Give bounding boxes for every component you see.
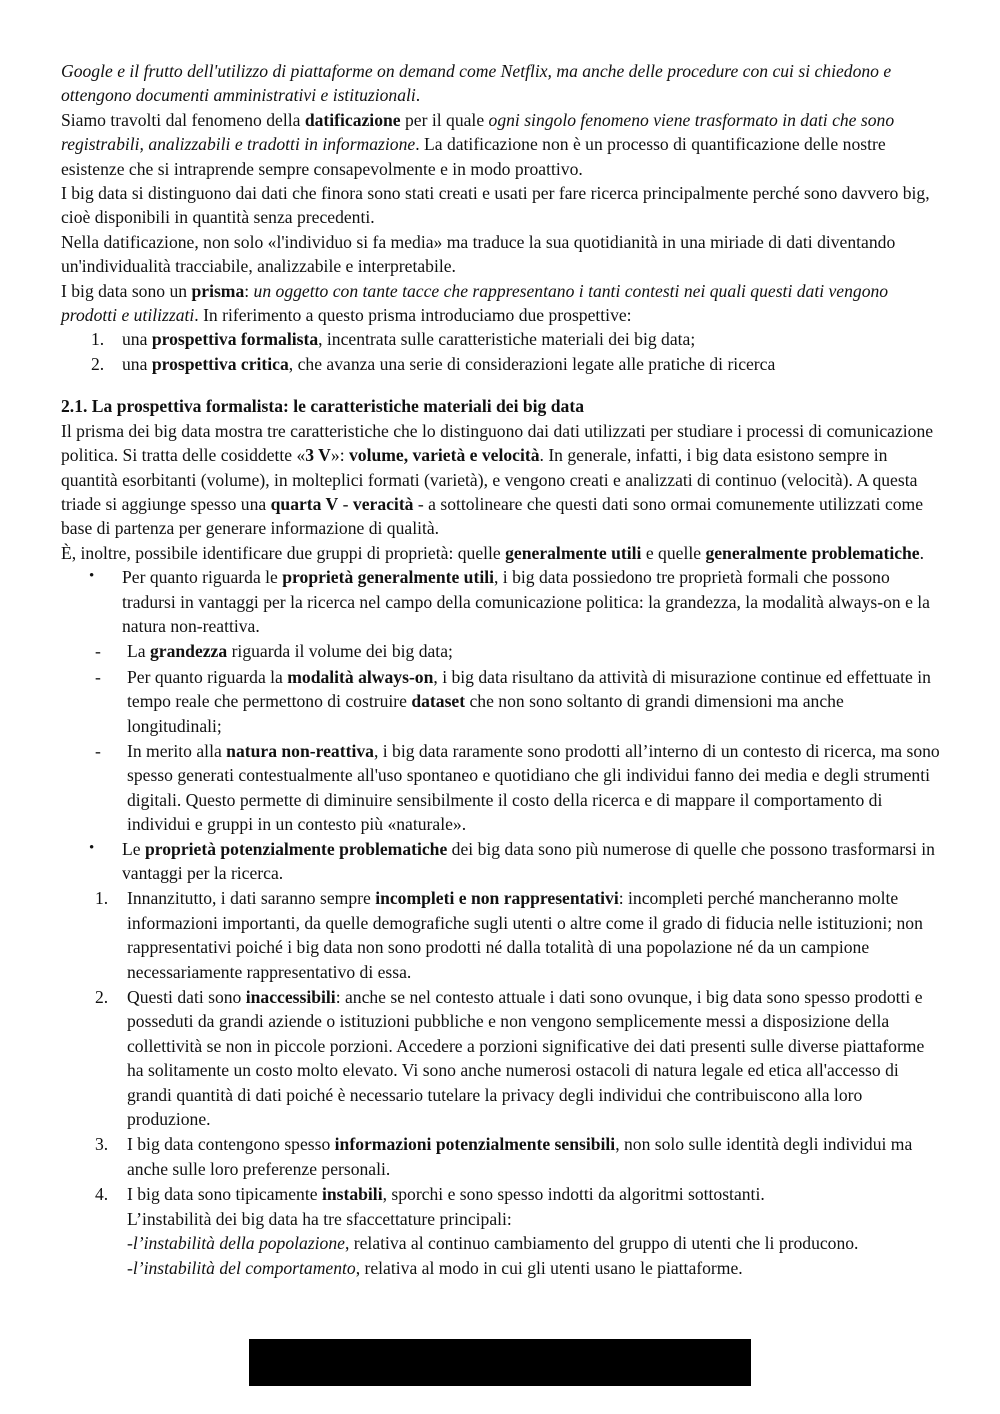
bold-term: dataset	[411, 691, 466, 712]
text-run: : anche se nel contesto attuale i dati sono ovunque, i big data sono spesso prodotti e posseduti da grandi aziende o istituzioni pubbliche e non vengono semplicemente messi a disposizione della collettività se non in piccole porzioni. Accedere a porzioni significative dei dati presenti sulle diverse piattaforme ha solitamente un costo molto elevato. Vi sono anche numerosi ostacoli di natura legale ed etica all'accesso di grandi quantità di dati poiché è necessario tutelare la privacy degli individui che contribuiscono alla loro produzione.	[127, 987, 925, 1130]
bold-term: incompleti e non rappresentativi	[375, 888, 619, 909]
intro-paragraph-2	[61, 108, 941, 181]
text-run: riguarda il volume dei big data;	[227, 641, 453, 662]
bold-term: veracità	[352, 493, 414, 514]
dash-item-grandezza	[61, 639, 941, 663]
text-run: , i big data raramente sono prodotti all’interno di un contesto di ricerca, ma sono spesso generati contestualmente all'uso spontaneo e quotidiano che gli individui fanno dei media e degli strumenti digitali. Questo permette di diminuire sensibilmente il costo della ricerca e di mappare il comportamento di individui e gruppi in un contesto più «naturale».	[127, 740, 940, 835]
bold-term: inaccessibili	[245, 987, 336, 1008]
text-run: , i big data risultano da attività di misurazione continue ed effettuate in tempo reale che permettono di costruire	[127, 666, 931, 712]
bold-term: generalmente utili	[505, 542, 642, 563]
bullet-item-problematic	[61, 837, 941, 886]
bold-term: informazioni potenzialmente sensibili	[334, 1134, 616, 1155]
text-run: La	[127, 641, 150, 662]
bold-term: prisma	[191, 280, 245, 301]
italic-definition: un oggetto con tante tacce che rappresentano i tanti contesti nei quali questi dati vengono prodotti e utilizzati	[61, 280, 889, 326]
list-item	[61, 985, 941, 1131]
bold-term: proprietà generalmente utili	[282, 567, 494, 588]
text-run: , i big data possiedono tre proprietà formali che possono tradursi in vantaggi per la ricerca nel campo della comunicazione politica: la grandezza, la modalità always-on e la natura non-reattiva.	[122, 567, 930, 636]
text-run: È, inoltre, possibile identificare due gruppi di proprietà: quelle	[61, 542, 506, 563]
text-run: per il quale	[400, 109, 489, 130]
list-number: 3.	[95, 1134, 109, 1155]
bold-term: generalmente problematiche	[705, 542, 920, 563]
section-heading: 2.1. La prospettiva formalista: le caratteristiche materiali dei big data	[61, 396, 584, 417]
text-run: , sporchi e sono spesso indotti da algoritmi sottostanti.	[382, 1184, 765, 1205]
text-run: Le	[122, 838, 145, 859]
dash-item-always-on	[61, 665, 941, 738]
text-run: Innanzitutto, i dati saranno sempre	[127, 888, 376, 909]
italic-definition: ogni singolo fenomeno viene trasformato in dati che sono registrabili, analizzabili e tradotti in informazione	[61, 109, 895, 155]
list-item	[61, 1132, 941, 1181]
bold-term: prospettiva critica	[151, 353, 289, 374]
list-number: 2.	[95, 987, 109, 1008]
bullet-item-useful	[61, 565, 941, 638]
text-run: I big data contengono spesso	[127, 1134, 335, 1155]
list-number: 1.	[91, 329, 105, 350]
text-run: . In riferimento a questo prisma introduciamo due prospettive:	[194, 305, 632, 326]
text-run: In merito alla	[127, 740, 227, 761]
italic-term: l’instabilità della popolazione	[132, 1233, 345, 1254]
text-run: , che avanza una serie di considerazioni legate alle pratiche di ricerca	[288, 353, 776, 374]
text-run: :	[244, 280, 254, 301]
bold-term: datificazione	[304, 109, 401, 130]
list-number: 1.	[95, 888, 109, 909]
text-run: Il prisma dei big data mostra tre caratteristiche che lo distinguono dai dati utilizzati per studiare i processi di comunicazione politica. Si tratta delle cosiddette «	[61, 420, 934, 466]
text-run: Per quanto riguarda la	[127, 666, 288, 687]
bold-term: prospettiva formalista	[151, 329, 319, 350]
text-run: I big data sono tipicamente	[127, 1184, 322, 1205]
text-run: . In generale, infatti, i big data esistono sempre in quantità esorbitanti (volume), in molteplici formati (varietà), e vengono creati e analizzati di continuo (velocità). A questa triade si aggiunge spesso una	[61, 445, 918, 514]
text-run: , relativa al continuo cambiamento del gruppo di utenti che li producono.	[344, 1233, 859, 1254]
list-number: 2.	[91, 353, 105, 374]
text-run: , non solo sulle identità degli individui ma anche sulle loro preferenze personali.	[127, 1134, 913, 1179]
bullet-icon: •	[89, 568, 95, 585]
text-run: , incentrata sulle caratteristiche materiali dei big data;	[318, 329, 696, 350]
dash-icon: -	[95, 641, 101, 662]
text-run: : incompleti perché mancheranno molte informazioni importanti, da quelle demografiche sugli utenti o altre come il grado di fiducia nelle istituzioni; non rappresentativi poiché i big data non sono prodotti né dalla totalità di una popolazione né da un campione necessariamente rappresentativo di essa.	[127, 888, 923, 982]
text-run: .	[919, 542, 925, 563]
text-run: I big data sono un	[61, 280, 192, 301]
problematic-properties-list	[61, 886, 941, 1280]
text-run: . La datificazione non è un processo di quantificazione delle nostre esistenze che si intraprende sempre consapevolmente e in modo proattivo.	[61, 134, 886, 179]
bold-term: grandezza	[149, 641, 228, 662]
intro-paragraph-4: Nella datificazione, non solo «l'individuo si fa media» ma traduce la sua quotidianità in una miriade di dati diventando un'individualità tracciabile, analizzabile e interpretabile.	[61, 231, 896, 277]
list-item	[61, 352, 941, 376]
intro-p1-end: .	[415, 85, 421, 106]
dash-icon: -	[95, 740, 101, 761]
list-number: 4.	[95, 1184, 109, 1205]
text-run: -	[338, 493, 353, 514]
redaction-bar	[249, 1339, 751, 1386]
intro-paragraph-3: I big data si distinguono dai dati che finora sono stati creati e usati per fare ricerca principalmente perché sono davvero big, cioè disponibili in quantità senza precedenti.	[61, 183, 930, 228]
text-run: - a sottolineare che questi dati sono ormai comunemente utilizzati come base di partenza per generare informazione di qualità.	[61, 493, 924, 539]
text-run: -	[127, 1257, 133, 1278]
text-run: , relativa al modo in cui gli utenti usano le piattaforme.	[355, 1257, 743, 1278]
intro-p1-italic: Google e il frutto dell'utilizzo di piattaforme on demand come Netflix, ma anche delle procedure con cui si chiedono e ottengono documenti amministrativi e istituzionali	[61, 61, 892, 106]
dash-icon: -	[95, 666, 101, 687]
bold-term: quarta V	[270, 493, 339, 514]
section-paragraph-1	[61, 419, 941, 541]
bold-term: natura non-reattiva	[226, 740, 374, 761]
list-item	[61, 327, 941, 351]
text-run: Questi dati sono	[127, 987, 246, 1008]
bold-term: instabili	[321, 1184, 383, 1205]
list-item	[61, 1182, 941, 1280]
intro-paragraph-5	[61, 279, 941, 328]
text-run: Siamo travolti dal fenomeno della	[61, 109, 305, 130]
bold-term: 3 V	[305, 445, 331, 466]
text-run: una	[122, 353, 152, 374]
italic-term: l’instabilità del comportamento	[132, 1257, 356, 1278]
list-item	[61, 886, 941, 984]
text-run: una	[122, 329, 152, 350]
text-run: e quelle	[641, 542, 706, 563]
text-run: dei big data sono più numerose di quelle che possono trasformarsi in vantaggi per la ricerca.	[122, 838, 935, 883]
text-run: che non sono soltanto di grandi dimensioni ma anche longitudinali;	[127, 691, 844, 736]
text-run: L’instabilità dei big data ha tre sfaccettature principali:	[127, 1208, 512, 1229]
dash-item-non-reattiva	[61, 739, 941, 837]
bullet-icon: •	[89, 839, 95, 856]
bold-term: proprietà potenzialmente problematiche	[144, 838, 448, 859]
intro-paragraph-1	[61, 59, 941, 108]
section-paragraph-2	[61, 541, 941, 565]
document-page	[61, 59, 941, 1280]
text-run: -	[127, 1233, 133, 1254]
bold-term: modalità always-on	[287, 666, 434, 687]
bold-term: volume, varietà e velocità	[348, 445, 540, 466]
text-run: Per quanto riguarda le	[122, 567, 283, 588]
perspectives-list	[61, 327, 941, 376]
text-run: »:	[330, 445, 349, 466]
